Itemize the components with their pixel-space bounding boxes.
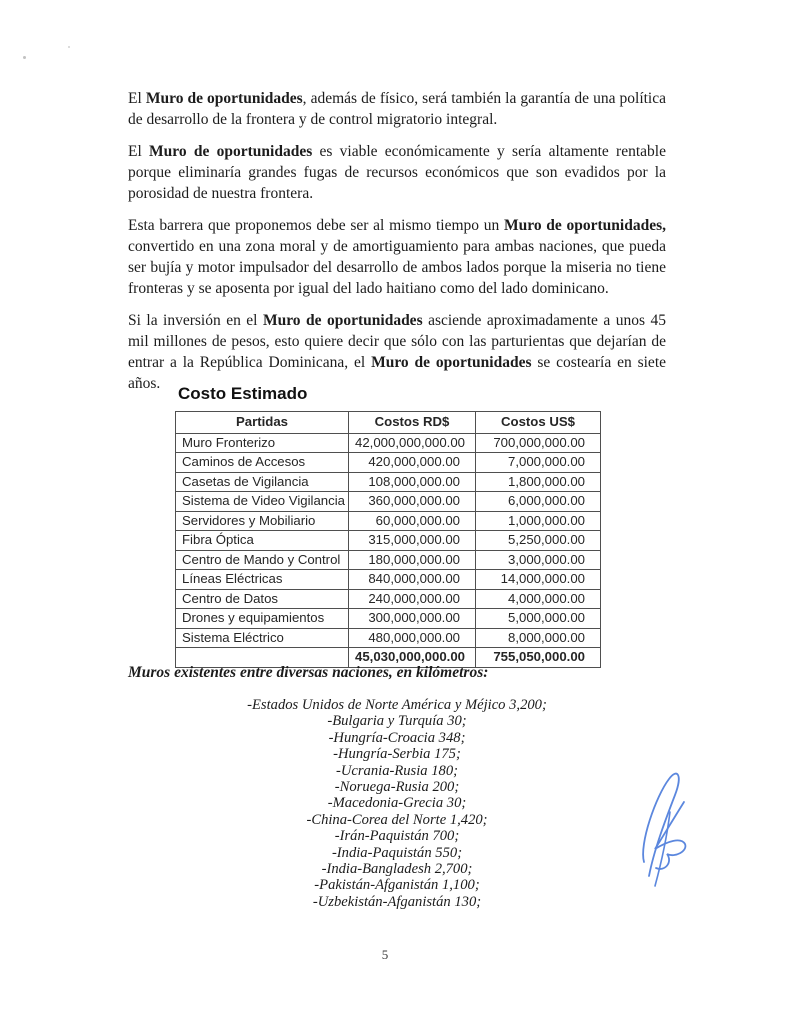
paragraph-text: El [128,90,146,107]
cell-costo-rd: 300,000,000.00 [349,609,476,629]
list-item: -Hungría-Serbia 175; [333,746,461,763]
signature-ink [612,750,712,888]
cell-costo-us: 4,000,000.00 [476,589,601,609]
cell-costo-rd: 108,000,000.00 [349,472,476,492]
cell-costo-us: 8,000,000.00 [476,628,601,648]
table-row [176,492,601,512]
paragraph-text: es viable económicamente y sería altamente rentable porque eliminaría grandes fugas de recursos económicos que son evadidos por la porosidad de nuestra frontera. [128,143,666,202]
paragraph-bold-text: Muro de oportunidades [149,143,313,160]
cell-costo-us: 6,000,000.00 [476,492,601,512]
cell-costo-us: 5,250,000.00 [476,531,601,551]
walls-heading: Muros existentes entre diversas naciones, en kilómetros: [128,664,489,681]
cell-partida: Sistema de Video Vigilancia [176,492,349,512]
cell-partida: Servidores y Mobiliario [176,511,349,531]
paragraph-text: El [128,143,150,160]
list-item: -Ucrania-Rusia 180; [335,762,458,779]
table-row [176,609,601,629]
table-row [176,531,601,551]
table-row [176,570,601,590]
table-row [176,589,601,609]
cell-costo-us: 700,000,000.00 [476,433,601,453]
cell-total-rd: 45,030,000,000.00 [349,648,476,668]
cell-costo-rd: 840,000,000.00 [349,570,476,590]
cell-partida: Muro Fronterizo [176,433,349,453]
paragraph-3 [128,215,666,299]
paragraph-text: , además de físico, será también la garantía de una política de desarrollo de la frontera y de control migratorio integral. [128,90,666,128]
table-row [176,433,601,453]
paragraph-bold-text: Muro de oportunidades [371,354,532,371]
cell-partida: Fibra Óptica [176,531,349,551]
table-header-row [176,412,601,434]
cost-table [175,411,601,668]
scan-speck [68,46,70,48]
paragraph-1 [128,88,666,130]
cell-costo-us: 5,000,000.00 [476,609,601,629]
paragraph-text: se costearía en siete años. [128,354,666,392]
table-row [176,628,601,648]
list-item: -India-Paquistán 550; [331,844,463,861]
cell-costo-rd: 240,000,000.00 [349,589,476,609]
cell-costo-rd: 315,000,000.00 [349,531,476,551]
list-item: -India-Bangladesh 2,700; [321,861,473,878]
list-item: -Uzbekistán-Afganistán 130; [312,893,482,910]
cell-costo-rd: 42,000,000,000.00 [349,433,476,453]
list-item: -China-Corea del Norte 1,420; [306,811,488,828]
paragraph-bold-text: Muro de oportunidades [262,312,423,329]
cell-partida: Centro de Datos [176,589,349,609]
signature-stroke [655,812,670,886]
cell-total-us: 755,050,000.00 [476,648,601,668]
paragraph-2 [128,141,666,204]
list-item: -Pakistán-Afganistán 1,100; [314,877,480,894]
table-row [176,472,601,492]
cell-costo-us: 7,000,000.00 [476,453,601,473]
cell-costo-rd: 360,000,000.00 [349,492,476,512]
paragraph-text: asciende aproximadamente a unos 45 mil millones de pesos, esto quiere decir que sólo con las parturientas que dejarían de entrar a la República Dominicana, el [128,312,666,371]
cell-costo-rd: 180,000,000.00 [349,550,476,570]
list-item: -Noruega-Rusia 200; [334,779,460,796]
list-item: -Hungría-Croacia 348; [328,729,466,746]
page-number: 5 [381,947,389,962]
list-item: -Estados Unidos de Norte América y Méjico 3,200; [247,697,547,713]
paragraph-bold-text: Muro de oportunidades [145,90,303,107]
table-row [176,453,601,473]
body-paragraphs [128,88,666,405]
cell-costo-us: 3,000,000.00 [476,550,601,570]
col-header-costos-rd: Costos RD$ [349,412,476,434]
table-row [176,550,601,570]
paragraph-4 [128,310,666,394]
cell-costo-us: 1,000,000.00 [476,511,601,531]
cell-partida: Casetas de Vigilancia [176,472,349,492]
cell-partida: Sistema Eléctrico [176,628,349,648]
list-item: -Bulgaria y Turquía 30; [327,713,467,730]
cell-partida: Centro de Mando y Control [176,550,349,570]
cell-costo-rd: 420,000,000.00 [349,453,476,473]
cell-partida: Caminos de Accesos [176,453,349,473]
table-row [176,511,601,531]
paragraph-bold-text: Muro de oportunidades, [503,217,666,234]
cell-partida: Líneas Eléctricas [176,570,349,590]
cell-costo-us: 1,800,000.00 [476,472,601,492]
paragraph-text: Si la inversión en el [128,312,263,329]
list-item: -Irán-Paquistán 700; [334,828,460,845]
walls-list [128,697,666,910]
table-title: Costo Estimado [178,384,308,403]
col-header-costos-us: Costos US$ [476,412,601,434]
list-item: -Macedonia-Grecia 30; [327,795,467,812]
cell-costo-rd: 480,000,000.00 [349,628,476,648]
col-header-partidas: Partidas [176,412,349,434]
cell-partida: Drones y equipamientos [176,609,349,629]
cell-costo-us: 14,000,000.00 [476,570,601,590]
cell-costo-rd: 60,000,000.00 [349,511,476,531]
paragraph-text: Esta barrera que proponemos debe ser al mismo tiempo un [128,217,504,234]
scan-speck [23,56,26,59]
paragraph-text: convertido en una zona moral y de amortiguamiento para ambas naciones, que pueda ser bujía y motor impulsador del desarrollo de ambos lados porque la miseria no tiene fronteras y se aposenta por igual del lado haitiano como del lado dominicano. [128,238,666,297]
